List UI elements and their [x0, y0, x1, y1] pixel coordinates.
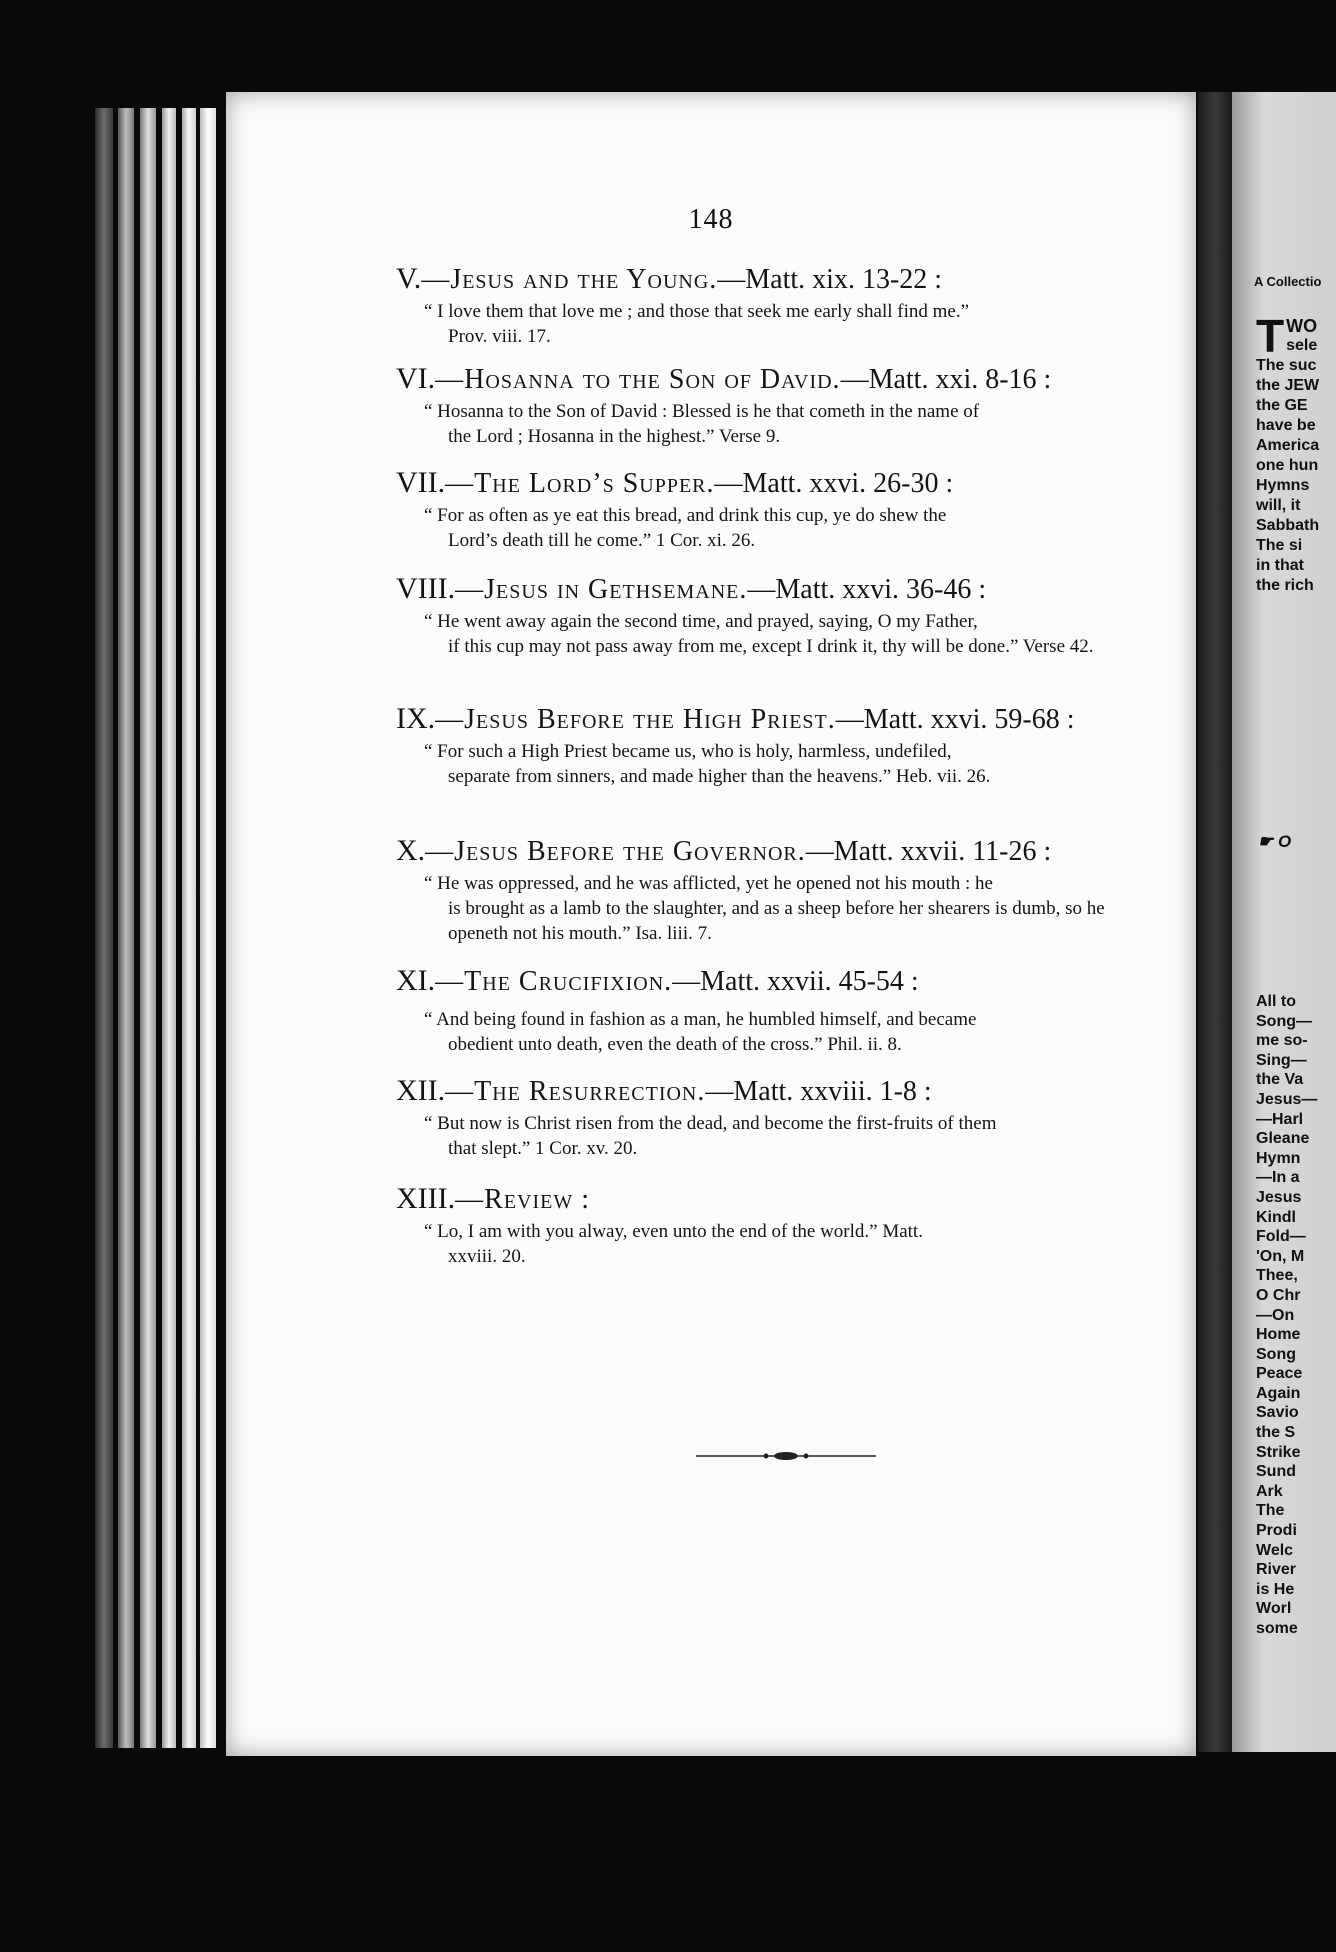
quote-continuation: obedient unto death, even the death of the cross.” Phil. ii. 8.	[448, 1034, 902, 1055]
adjacent-list-line: Song—	[1256, 1012, 1312, 1030]
lesson-quote	[424, 399, 1166, 449]
book-edge	[162, 108, 176, 1748]
adjacent-list-line: Again	[1256, 1384, 1301, 1402]
lesson-numeral: VIII.	[396, 572, 456, 605]
adjacent-list-line: —In a	[1256, 1169, 1300, 1187]
adjacent-list-line: —On	[1256, 1306, 1295, 1324]
adjacent-list-line: Gleane	[1256, 1130, 1310, 1148]
adjacent-line: WO	[1286, 316, 1318, 336]
adjacent-line: in that	[1256, 557, 1304, 574]
lesson-heading	[396, 1182, 1166, 1217]
lesson-title: —Jesus Before the Governor.	[425, 836, 806, 867]
lesson-heading	[396, 362, 1166, 397]
adjacent-line: Sabbath	[1256, 517, 1320, 534]
adjacent-list-line: Sing—	[1256, 1051, 1307, 1069]
lesson-heading	[396, 572, 1166, 607]
adjacent-list-line: Savio	[1256, 1404, 1299, 1422]
lesson-title: —The Resurrection.	[445, 1076, 706, 1107]
adjacent-line: America	[1256, 437, 1320, 454]
adjacent-list-line: Strike	[1256, 1443, 1301, 1461]
adjacent-line: will, it	[1256, 497, 1301, 514]
lesson-reference: —Matt. xxvi. 26-30 :	[714, 468, 954, 499]
adjacent-list-line: River	[1256, 1561, 1297, 1579]
lesson-numeral: X.	[396, 834, 426, 867]
quote-continuation: Prov. viii. 17.	[448, 326, 551, 347]
quote-line: “ I love them that love me ; and those that seek me early shall find me.”	[424, 301, 970, 322]
adjacent-line: The suc	[1256, 357, 1317, 374]
adjacent-line: the rich	[1256, 577, 1314, 594]
lesson-entry	[396, 1074, 1166, 1161]
adjacent-list-line: is He	[1256, 1580, 1295, 1598]
lesson-numeral: VII.	[396, 466, 446, 499]
quote-continuation: Lord’s death till he come.” 1 Cor. xi. 26.	[448, 530, 756, 551]
lesson-reference: —Matt. xix. 13-22 :	[717, 264, 943, 295]
adjacent-line: The si	[1256, 537, 1303, 554]
lesson-title: —Jesus Before the High Priest.	[435, 704, 836, 735]
quote-line: “ But now is Christ risen from the dead, and become the first-fruits of them	[424, 1113, 997, 1134]
adjacent-list-line: Sund	[1256, 1463, 1296, 1481]
adjacent-list-line: some	[1256, 1620, 1298, 1637]
book-edge	[140, 108, 156, 1748]
lesson-quote	[424, 1111, 1166, 1161]
adjacent-list-line: Jesus—	[1256, 1090, 1318, 1108]
lesson-entry	[396, 964, 1166, 1057]
lesson-title: —Hosanna to the Son of David.	[435, 364, 841, 395]
lesson-numeral: V.	[396, 262, 422, 295]
ornament-divider	[696, 1448, 876, 1464]
book-edge	[200, 108, 216, 1748]
adjacent-list-line: The	[1256, 1502, 1285, 1520]
adjacent-list-line: Hymn	[1256, 1149, 1301, 1167]
lesson-reference: —Matt. xxvii. 11-26 :	[805, 836, 1052, 867]
lesson-heading	[396, 262, 1166, 297]
lesson-numeral: IX.	[396, 702, 436, 735]
lesson-numeral: XI.	[396, 964, 436, 997]
adjacent-list-line: —Harl	[1256, 1110, 1304, 1128]
lesson-title: —The Lord’s Supper.	[445, 468, 715, 499]
adjacent-list-line: the Va	[1256, 1071, 1304, 1089]
quote-continuation: separate from sinners, and made higher than the heavens.” Heb. vii. 26.	[448, 766, 991, 787]
lesson-numeral: XII.	[396, 1074, 446, 1107]
quote-line: “ Lo, I am with you alway, even unto the end of the world.” Matt.	[424, 1221, 923, 1242]
quote-continuation: if this cup may not pass away from me, except I drink it, thy will be done.” Verse 42.	[448, 636, 1094, 657]
lesson-quote	[424, 1007, 1166, 1057]
page-number: 148	[688, 204, 734, 235]
quote-continuation: is brought as a lamb to the slaughter, and as a sheep before her shearers is dumb, so he openeth not his mouth.” Isa. liii. 7.	[448, 898, 1105, 944]
adjacent-list-line: Welc	[1256, 1541, 1294, 1559]
lesson-entry	[396, 362, 1166, 449]
adjacent-line: sele	[1286, 337, 1318, 354]
lesson-title: —Jesus in Gethsemane.	[455, 574, 748, 605]
adjacent-list-line: Jesus	[1256, 1188, 1302, 1206]
adjacent-list-line: Thee,	[1256, 1267, 1298, 1285]
lesson-quote	[424, 299, 1166, 349]
lesson-entry	[396, 572, 1166, 659]
quote-line: “ For such a High Priest became us, who is holy, harmless, undefiled,	[424, 741, 952, 762]
adjacent-list-line: All to	[1256, 993, 1296, 1010]
lesson-heading	[396, 702, 1166, 737]
adjacent-list-line: 'On, M	[1256, 1247, 1305, 1265]
adjacent-line: one hun	[1256, 457, 1319, 474]
adjacent-list-line: O Chr	[1256, 1286, 1301, 1304]
book-edge	[118, 108, 134, 1748]
lesson-reference: —Matt. xxi. 8-16 :	[840, 364, 1052, 395]
adjacent-page-header: A Collectio	[1254, 274, 1322, 289]
lesson-reference: —Matt. xxvi. 59-68 :	[835, 704, 1075, 735]
adjacent-list-line: me so-	[1256, 1032, 1308, 1050]
quote-line: “ For as often as ye eat this bread, and drink this cup, ye do shew the	[424, 505, 947, 526]
lesson-heading	[396, 1074, 1166, 1109]
lesson-quote	[424, 503, 1166, 553]
pointing-hand-marker: ☛ O	[1258, 832, 1292, 851]
quote-continuation: xxviii. 20.	[448, 1246, 526, 1267]
lesson-reference: —Matt. xxviii. 1-8 :	[705, 1076, 932, 1107]
quote-line: “ And being found in fashion as a man, he humbled himself, and became	[424, 1009, 977, 1030]
lesson-quote	[424, 609, 1166, 659]
adjacent-list-line: Fold—	[1256, 1228, 1306, 1246]
adjacent-list-line: Prodi	[1256, 1522, 1297, 1540]
lesson-heading	[396, 834, 1166, 869]
book-edge	[95, 108, 113, 1748]
lesson-title: —Jesus and the Young.	[421, 264, 718, 295]
drop-cap: T	[1256, 310, 1285, 362]
lesson-entry	[396, 466, 1166, 553]
quote-continuation: that slept.” 1 Cor. xv. 20.	[448, 1138, 638, 1159]
adjacent-page-column	[1256, 310, 1336, 596]
lesson-quote	[424, 739, 1166, 789]
lesson-title: —The Crucifixion.	[435, 966, 673, 997]
lesson-quote	[424, 1219, 1166, 1269]
lesson-entry	[396, 1182, 1166, 1269]
quote-line: “ Hosanna to the Son of David : Blessed is he that cometh in the name of	[424, 401, 980, 422]
adjacent-page-list	[1256, 992, 1336, 1639]
lesson-numeral: XIII.	[396, 1182, 456, 1215]
book-page	[226, 92, 1196, 1756]
quote-line: “ He was oppressed, and he was afflicted, yet he opened not his mouth : he	[424, 873, 993, 894]
page-gutter	[1198, 92, 1232, 1752]
lesson-heading	[396, 466, 1166, 501]
lesson-entry	[396, 834, 1166, 946]
adjacent-list-line: Kindl	[1256, 1208, 1296, 1226]
lesson-title: —Review :	[455, 1184, 591, 1215]
lesson-quote	[424, 871, 1166, 946]
adjacent-list-line: Home	[1256, 1326, 1301, 1344]
adjacent-line: the GE	[1256, 397, 1308, 414]
lesson-numeral: VI.	[396, 362, 436, 395]
adjacent-line: Hymns	[1256, 477, 1310, 494]
adjacent-list-line: the S	[1256, 1424, 1296, 1442]
adjacent-line: have be	[1256, 417, 1316, 434]
adjacent-list-line: Peace	[1256, 1365, 1303, 1383]
lesson-entry	[396, 702, 1166, 789]
adjacent-list-line: Worl	[1256, 1600, 1292, 1618]
lesson-reference: —Matt. xxvii. 45-54 :	[672, 966, 919, 997]
lesson-reference: —Matt. xxvi. 36-46 :	[747, 574, 987, 605]
quote-line: “ He went away again the second time, and prayed, saying, O my Father,	[424, 611, 978, 632]
lesson-heading	[396, 964, 1166, 999]
quote-continuation: the Lord ; Hosanna in the highest.” Verse 9.	[448, 426, 781, 447]
adjacent-page	[1232, 92, 1336, 1752]
book-edge	[182, 108, 196, 1748]
adjacent-list-line: Ark	[1256, 1482, 1283, 1500]
adjacent-list-line: Song	[1256, 1345, 1296, 1363]
lesson-entry	[396, 262, 1166, 349]
adjacent-line: the JEW	[1256, 377, 1320, 394]
